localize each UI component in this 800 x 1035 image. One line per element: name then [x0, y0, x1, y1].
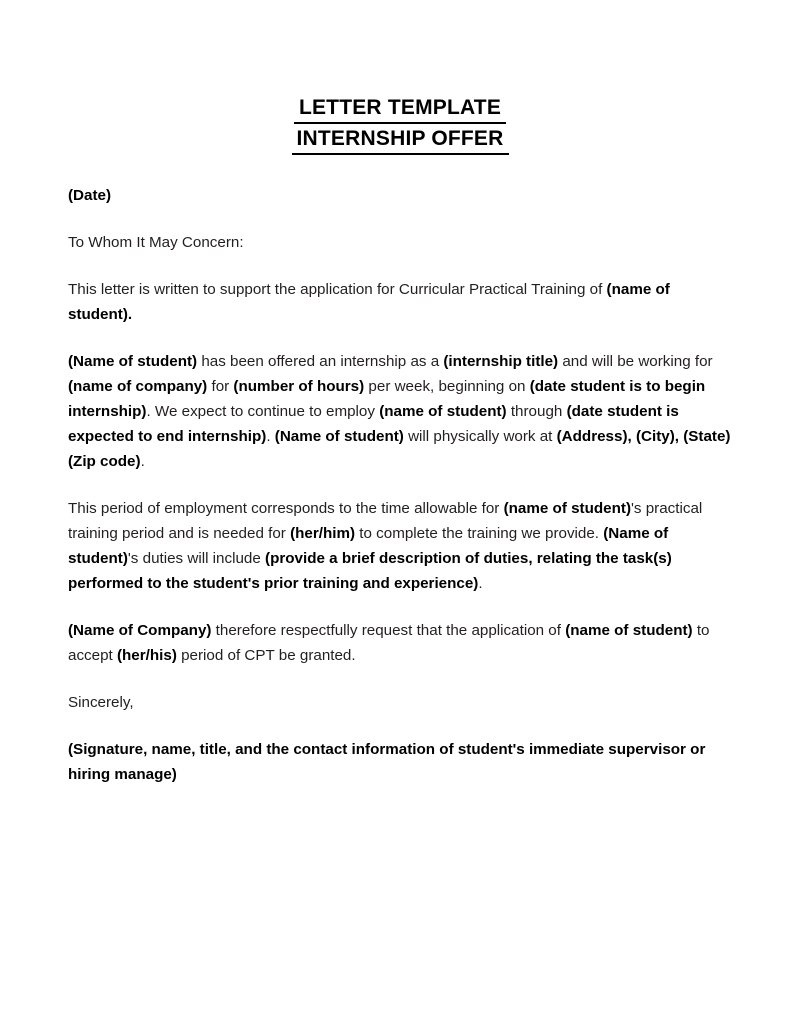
signature-block-paragraph	[68, 737, 732, 787]
signature-block-text: (Signature, name, title, and the contact information of student's immediate supervisor or hiring manage)	[68, 741, 706, 783]
p3-run-1: This period of employment corresponds to the time allowable for	[68, 500, 504, 517]
p2-run-11-student-name: (name of student)	[379, 403, 507, 420]
p2-run-13-end-date: (date student is expected to end internship)	[68, 403, 679, 445]
p3-run-9: .	[478, 575, 483, 592]
p3-run-3: 's practical training period and is needed for	[68, 500, 703, 542]
salutation-text: To Whom It May Concern:	[68, 234, 244, 251]
p2-run-3-internship-title: (internship title)	[443, 353, 559, 370]
p2-run-4: and will be working for	[558, 353, 713, 370]
p2-run-12: through	[506, 403, 567, 420]
p4-run-1-company-name: (Name of Company)	[68, 622, 212, 639]
document-content	[68, 0, 732, 787]
paragraph-2	[68, 349, 732, 474]
p4-run-6: period of CPT be granted.	[176, 647, 356, 664]
p2-run-8: per week, beginning on	[364, 378, 530, 395]
paragraph-4	[68, 618, 732, 668]
p2-run-18: .	[140, 453, 145, 470]
p2-run-15-student-name: (Name of student)	[274, 428, 404, 445]
p1-run-1: This letter is written to support the application for Curricular Practical Training of	[68, 281, 607, 298]
p2-run-7-number-of-hours: (number of hours)	[233, 378, 365, 395]
p3-run-4-pronoun: (her/him)	[290, 525, 356, 542]
p2-run-14: .	[266, 428, 275, 445]
document-title-block	[68, 0, 732, 155]
p2-run-16: will physically work at	[403, 428, 557, 445]
paragraph-1	[68, 277, 732, 327]
date-placeholder-paragraph	[68, 183, 732, 208]
document-title-line-1-text: LETTER TEMPLATE	[294, 95, 506, 124]
p2-run-9-begin-date: (date student is to begin internship)	[68, 378, 706, 420]
date-placeholder-text: (Date)	[68, 187, 112, 204]
p4-run-5-pronoun: (her/his)	[116, 647, 177, 664]
document-title-line-1	[68, 93, 732, 124]
p4-run-4: to accept	[68, 622, 710, 664]
p2-run-10: . We expect to continue to employ	[146, 403, 380, 420]
p3-run-5: to complete the training we provide.	[355, 525, 604, 542]
p2-run-2: has been offered an internship as a	[197, 353, 444, 370]
p4-run-3-student-name: (name of student)	[565, 622, 693, 639]
p3-run-6-student-name: (Name of student)	[68, 525, 669, 567]
p3-run-2-student-name: (name of student)	[503, 500, 631, 517]
p2-run-1-student-name: (Name of student)	[68, 353, 198, 370]
paragraph-3	[68, 496, 732, 596]
salutation-paragraph	[68, 230, 732, 255]
p1-run-2-student-name: (name of student).	[68, 281, 670, 323]
p3-run-7: 's duties will include	[127, 550, 266, 567]
p3-run-8-duties-description: (provide a brief description of duties, relating the task(s) performed to the student's prior training and experience)	[68, 550, 672, 592]
p4-run-2: therefore respectfully request that the application of	[211, 622, 566, 639]
closing-text: Sincerely,	[68, 694, 134, 711]
p2-run-17-work-address: (Address), (City), (State) (Zip code)	[68, 428, 731, 470]
closing-paragraph	[68, 690, 732, 715]
document-title-line-2	[68, 124, 732, 155]
p2-run-6: for	[207, 378, 234, 395]
document-title-line-2-text: INTERNSHIP OFFER	[292, 126, 509, 155]
letter-body	[68, 183, 732, 787]
p2-run-5-company-name: (name of company)	[68, 378, 208, 395]
